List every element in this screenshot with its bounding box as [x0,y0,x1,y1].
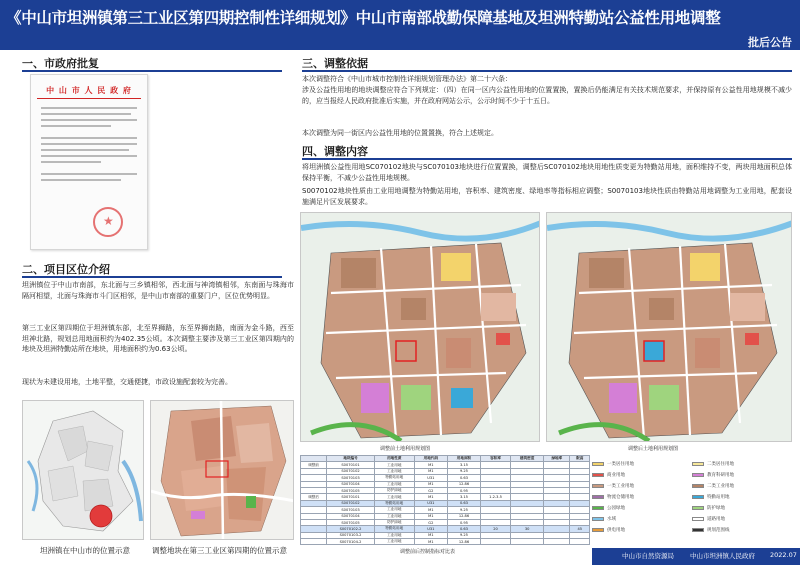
table-cell: S0070105 [327,487,374,493]
basis-paragraph-1: 本次调整符合《中山市城市控制性详细规划管理办法》第二十六条： [302,75,512,83]
table-cell: 工业用地 [374,462,414,468]
table-cell: M1 [414,462,447,468]
legend-label: 二类居住用地 [707,462,734,467]
content-paragraph-1: 将坦洲镇公益性用地SC070102地块与SC070103地块进行位置置换，调整后SC070102地块用地性质变更为特勤站用地，面积维持不变，两块用地面积总体保持平衡，不减少公益性用地规模。 [302,163,792,182]
legend-item [692,504,792,512]
table-cell: G2 [414,487,447,493]
legend-label: 教育科研用地 [707,473,734,478]
after-map-caption: 调整后土地利用规划图 [628,446,679,452]
district-map-caption: 调整地块在第三工业区第四期的位置示意 [152,546,287,555]
table-cell: 特勤站用地 [374,526,414,532]
document-text-line [41,149,129,151]
table-cell [301,539,327,545]
table-caption: 调整前后控制指标对比表 [400,549,456,555]
table-cell: S0070104-2 [327,539,374,545]
table-cell: G2 [414,519,447,525]
legend-item [592,460,692,468]
section-heading-content: 四、调整内容 [302,144,792,158]
table-cell: 1.2-3.5 [481,494,511,500]
adjustment-table [300,455,590,545]
table-cell: 工业用地 [374,513,414,519]
table-header-cell: 限高 [570,456,590,462]
table-cell: 12.86 [447,513,480,519]
table-cell: 特勤站用地 [374,500,414,506]
table-header-cell: 绿地率 [544,456,570,462]
legend-item [692,515,792,523]
official-seal-icon [93,207,123,237]
footer-bar [592,548,800,565]
legend-item [692,482,792,490]
intro-paragraph-3: 现状为未建设用地，土地平整，交通便捷，市政设施配套较为完善。 [22,378,232,386]
legend-item [592,471,692,479]
table-cell: 0.63 [447,526,480,532]
table-cell: 0.95 [447,487,480,493]
document-text-line [41,125,111,127]
table-cell: 20 [481,526,511,532]
legend-item [592,504,692,512]
table-header-cell: 容积率 [481,456,511,462]
legend-item [692,493,792,501]
footer-org-1: 中山市自然资源局 [622,552,674,560]
document-text-line [41,113,131,115]
legend-label: 供电用地 [607,528,625,533]
section-divider [22,70,282,72]
section-heading-approval: 一、市政府批复 [22,56,282,70]
legend-item [692,471,792,479]
table-cell: 防护绿地 [374,487,414,493]
document-text-line [41,119,137,121]
legend-item [692,526,792,534]
table-cell: S0070102-2 [327,526,374,532]
table-cell: S0070103 [327,507,374,513]
table-cell: M1 [414,494,447,500]
table-cell: S0070101 [327,494,374,500]
basis-paragraph-2: 涉及公益性用地的地块调整应符合下列规定：（四）在同一区内公益性用地的位置置换，置换后仍能满足有关技术规范要求，并保持原有公益性用地规模不减少的，应当报经人民政府批准后实施，并在政府网站公示，公示时间不少于十五日。 [302,86,792,105]
legend-label: 特勤站用地 [707,495,730,500]
document-text-line [41,137,137,139]
legend-label: 二类工业用地 [707,484,734,489]
table-cell: 12.86 [447,539,480,545]
table-cell: U31 [414,500,447,506]
table-cell: 12.86 [447,481,480,487]
approval-document-image [30,74,148,250]
legend-label: 道路用地 [707,517,725,522]
district-location-map [150,400,294,540]
legend-swatch [592,473,604,477]
intro-paragraph-1: 坦洲镇位于中山市南部，东北面与三乡镇相邻，西北面与神湾镇相邻，东南面与珠海市隔河相望，北面与珠海市斗门区相邻，是中山市南部的重要门户，区位优势明显。 [22,281,294,300]
table-cell: 调整前 [301,462,327,468]
legend-label: 规划范围线 [707,528,730,533]
table-cell [544,539,570,545]
intro-paragraph-2: 第三工业区第四期位于坦洲镇东部，北至界狮路，东至界狮南路，南面为金斗路，西至坦神北路，规划总用地面积约为402.35公顷。本次调整主要涉及第三工业区第四期内的地块及坦洲特勤站所在地块，用地面积约为0.63公顷。 [22,324,294,353]
table-header-cell: 用地面积 [447,456,480,462]
city-map-graphic [23,401,144,540]
footer-date: 2022.07 [770,551,797,559]
legend-item [592,515,692,523]
table-cell: 防护绿地 [374,519,414,525]
basis-paragraph-3: 本次调整为同一街区内公益性用地的位置置换，符合上述规定。 [302,129,498,137]
table-cell: M1 [414,539,447,545]
document-text-line [41,155,137,157]
legend-swatch [692,495,704,499]
legend-swatch [692,506,704,510]
table-cell: S0070102 [327,500,374,506]
section-divider [302,158,792,160]
city-location-map [22,400,144,540]
legend-label: 商业用地 [607,473,625,478]
table-header-cell: 建筑密度 [511,456,544,462]
document-text-line [41,173,137,175]
legend-swatch [592,484,604,488]
legend-swatch [692,484,704,488]
table-cell [481,539,511,545]
table-cell: 工业用地 [374,507,414,513]
table-cell: M1 [414,507,447,513]
page-title: 《中山市坦洲镇第三工业区第四期控制性详细规划》中山市南部战勤保障基地及坦洲特勤站公益性用地调整 [6,9,721,27]
legend-label: 水域 [607,517,616,522]
city-map-caption: 坦洲镇在中山市的位置示意 [40,546,130,555]
before-map-graphic [301,213,540,442]
section-heading-basis: 三、调整依据 [302,56,792,70]
table-body [301,462,590,545]
table-cell: 工业用地 [374,481,414,487]
section-heading-location: 二、项目区位介绍 [22,262,282,276]
legend-swatch [692,462,704,466]
document-issuer: 中 山 市 人 民 政 府 [46,85,132,95]
section-divider [302,70,792,72]
legend-swatch [592,517,604,521]
document-text-line [41,179,121,181]
legend-label: 物流仓储用地 [607,495,634,500]
content-paragraph-2: S0070102地块性质由工业用地调整为特勤站用地，容积率、建筑密度、绿地率等指标相应调整；S0070103地块性质由特勤站用地调整为工业用地，配套设施满足片区发展要求。 [302,187,792,206]
legend-item [592,493,692,501]
legend-swatch [692,517,704,521]
table-cell: S0070103 [327,475,374,481]
after-landuse-map [546,212,792,442]
table-cell: 0.63 [447,500,480,506]
table-cell: S0070101 [327,462,374,468]
table-cell: 0.63 [447,475,480,481]
legend-swatch [692,473,704,477]
legend-label: 公园绿地 [607,506,625,511]
table-cell: 工业用地 [374,494,414,500]
table-cell: S0070103-2 [327,532,374,538]
table-cell: 9.25 [447,468,480,474]
table-cell: 3.15 [447,494,480,500]
announcement-badge: 批后公告 [748,36,792,49]
legend-swatch [592,528,604,532]
legend-swatch [592,506,604,510]
legend-swatch [692,528,704,532]
table-cell: M1 [414,532,447,538]
document-red-rule [37,98,141,99]
table-cell: S0070105 [327,519,374,525]
document-text-line [41,143,137,145]
legend-swatch [592,495,604,499]
before-landuse-map [300,212,540,442]
table-cell: 30 [511,526,544,532]
legend-swatch [592,462,604,466]
legend-item [592,526,692,534]
after-map-graphic [547,213,792,442]
table-cell: S0070104 [327,481,374,487]
table-cell: 工业用地 [374,539,414,545]
table-cell: 0.95 [447,519,480,525]
table-cell: 9.25 [447,507,480,513]
legend-item [592,482,692,490]
table-cell [570,539,590,545]
legend-label: 防护绿地 [707,506,725,511]
table-cell: 调整后 [301,494,327,500]
document-text-line [41,161,101,163]
table-cell: 9.25 [447,532,480,538]
table-cell: S0070102 [327,468,374,474]
district-map-graphic [151,401,294,540]
table-cell: S0070104 [327,513,374,519]
table-header-cell: 用地代码 [414,456,447,462]
section-divider [22,276,282,278]
table-cell: M1 [414,513,447,519]
table-cell: 工业用地 [374,532,414,538]
table-cell: 45 [570,526,590,532]
before-map-caption: 调整前土地利用规划图 [380,446,431,452]
header-banner [0,0,800,50]
table-header-cell: 用地性质 [374,456,414,462]
legend-item [692,460,792,468]
table-cell: M1 [414,468,447,474]
table-cell: U31 [414,475,447,481]
table-row [301,539,590,545]
map-legend [592,460,792,550]
footer-org-2: 中山市坦洲镇人民政府 [690,552,755,560]
table-cell: 特勤站用地 [374,475,414,481]
table-cell: 3.15 [447,462,480,468]
legend-label: 一类居住用地 [607,462,634,467]
document-text-line [41,107,137,109]
table-cell [511,539,544,545]
table-cell: U31 [414,526,447,532]
table-header-cell: 地块编号 [327,456,374,462]
table-cell: M1 [414,481,447,487]
legend-label: 一类工业用地 [607,484,634,489]
table-cell: 工业用地 [374,468,414,474]
